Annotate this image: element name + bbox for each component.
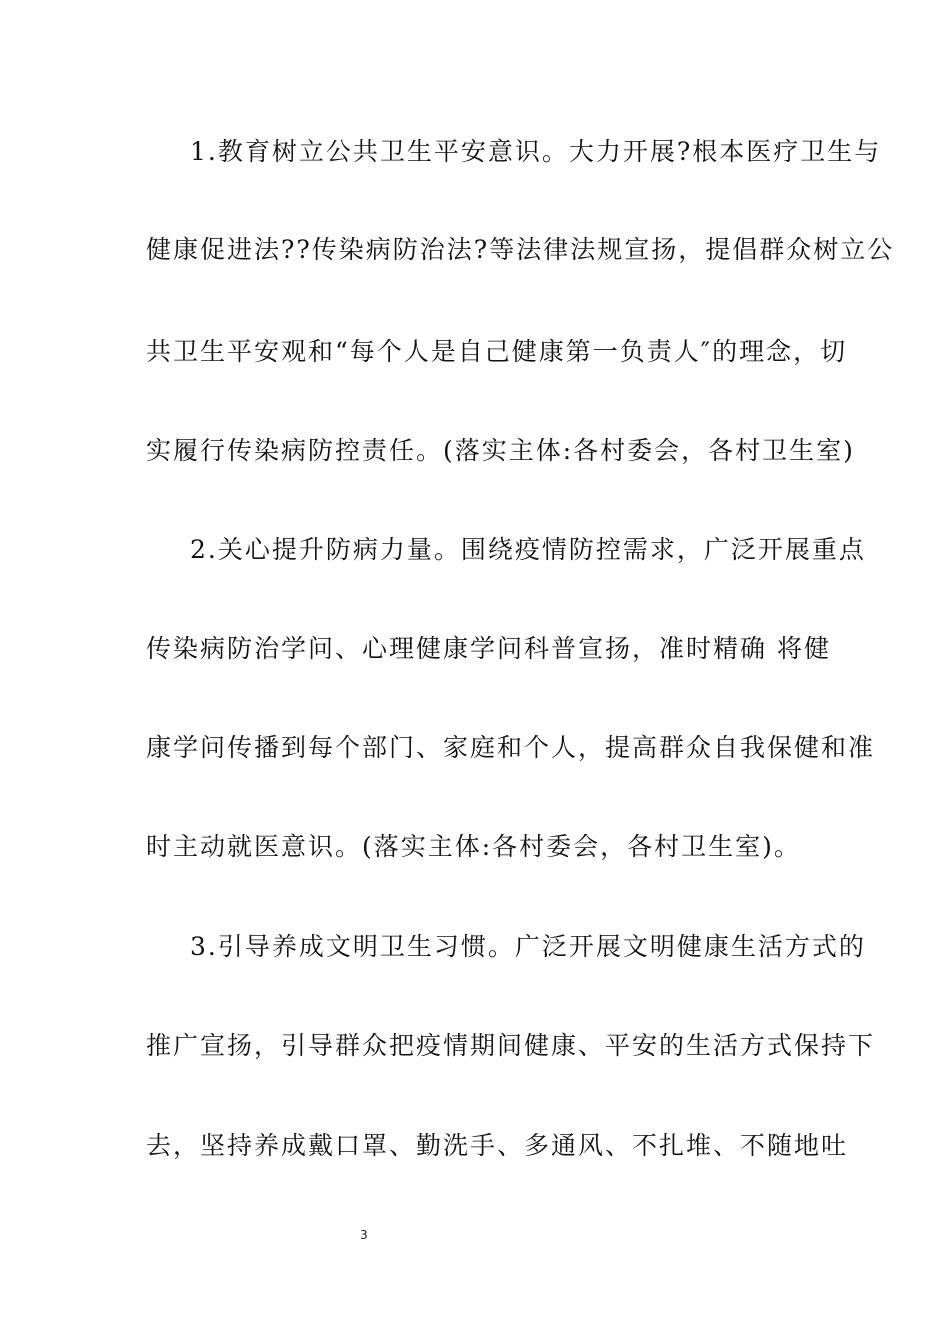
paragraph-2-line-3: 康学问传播到每个部门、家庭和个人，提高群众自我保健和准 <box>146 733 876 762</box>
paragraph-3-line-1: 3.引导养成文明卫生习惯。广泛开展文明健康生活方式的 <box>190 932 866 961</box>
paragraph-2-line-1: 2.关心提升防病力量。围绕疫情防控需求，广泛开展重点 <box>190 535 866 564</box>
paragraph-3-line-3: 去，坚持养成戴口罩、勤洗手、多通风、不扎堆、不随地吐 <box>146 1131 849 1160</box>
paragraph-2-line-2: 传染病防治学问、心理健康学问科普宣扬，准时精确 将健 <box>146 634 831 663</box>
paragraph-1-line-4: 实履行传染病防控责任。(落实主体:各村委会，各村卫生室) <box>146 436 855 465</box>
paragraph-1-line-1: 1.教育树立公共卫生平安意识。大力开展?根本医疗卫生与 <box>190 137 882 166</box>
paragraph-1-line-2: 健康促进法??传染病防治法?等法律法规宣扬，提倡群众树立公 <box>146 235 895 264</box>
paragraph-2-line-4: 时主动就医意识。(落实主体:各村委会，各村卫生室)。 <box>146 832 801 861</box>
paragraph-1-line-3: 共卫生平安观和“每个人是自己健康第一负责人″的理念，切 <box>146 337 848 366</box>
page-number: 3 <box>360 1228 368 1242</box>
paragraph-3-line-2: 推广宣扬，引导群众把疫情期间健康、平安的生活方式保持下 <box>146 1031 876 1060</box>
